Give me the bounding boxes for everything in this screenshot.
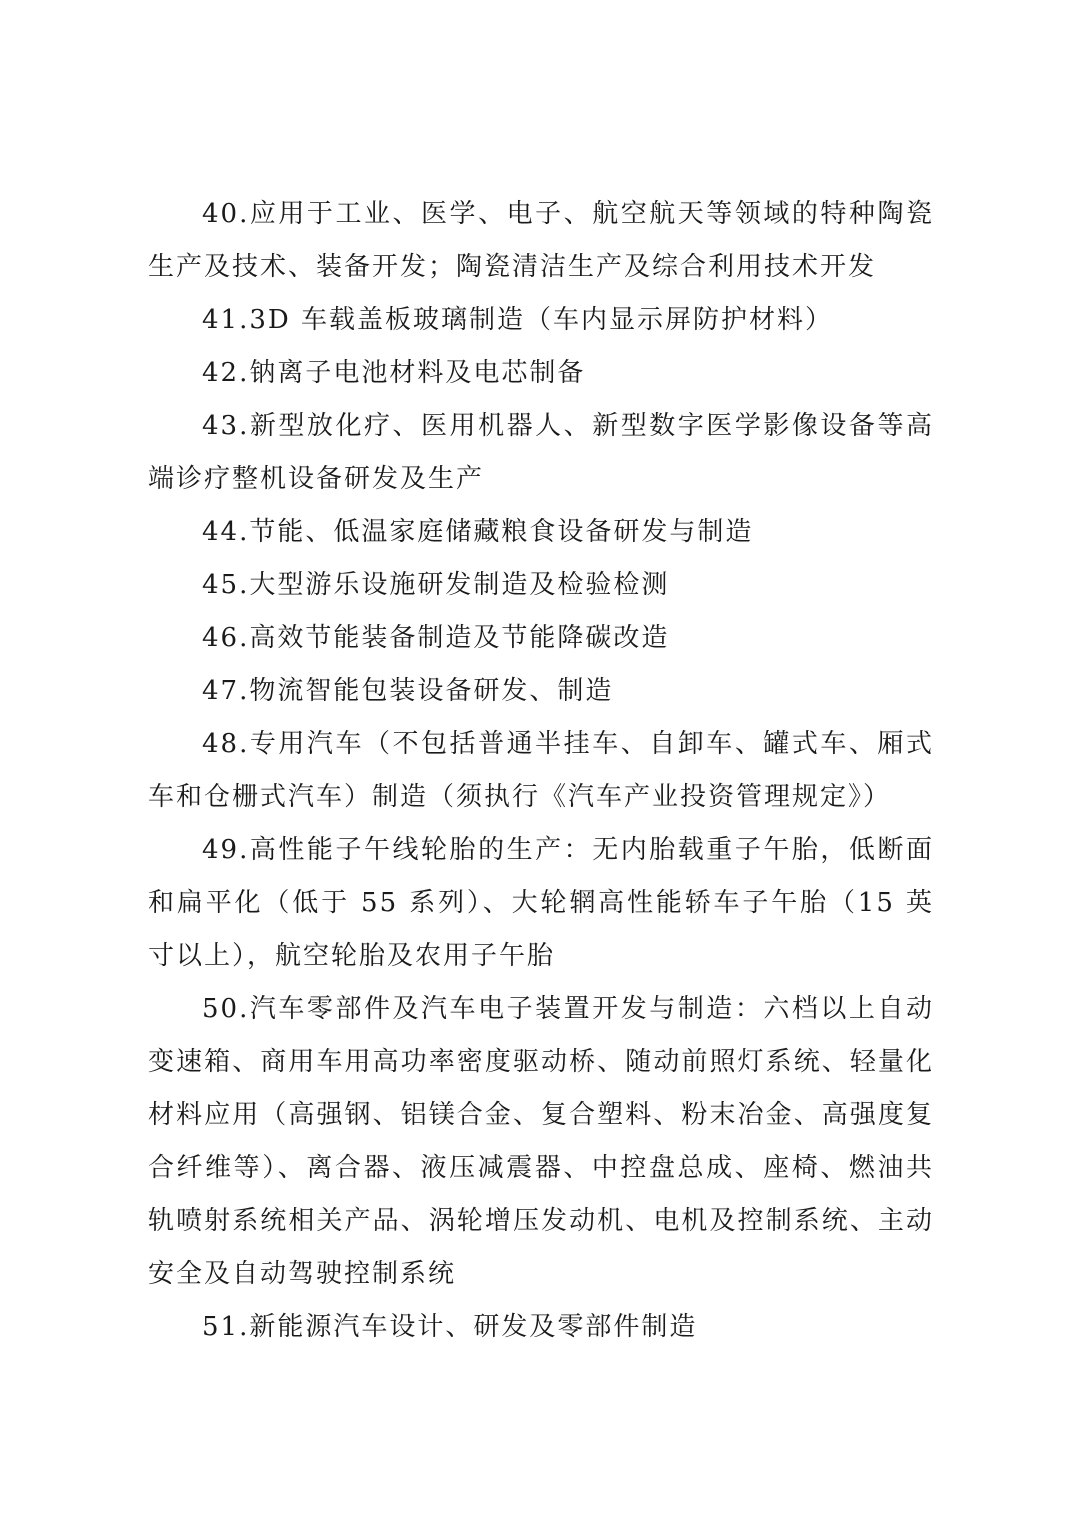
list-item-48: 48.专用汽车（不包括普通半挂车、自卸车、罐式车、厢式车和仓栅式汽车）制造（须执行《汽车产业投资管理规定》）	[148, 729, 934, 812]
list-item-50: 50.汽车零部件及汽车电子装置开发与制造：六档以上自动变速箱、商用车用高功率密度驱动桥、随动前照灯系统、轻量化材料应用（高强钢、铝镁合金、复合塑料、粉末冶金、高强度复合纤维等）、离合器、液压减震器、中控盘总成、座椅、燃油共轨喷射系统相关产品、涡轮增压发动机、电机及控制系统、主动安全及自动驾驶控制系统	[148, 994, 934, 1289]
list-item-44: 44.节能、低温家庭储藏粮食设备研发与制造	[202, 517, 754, 547]
list-item-45: 45.大型游乐设施研发制造及检验检测	[202, 570, 670, 600]
list-item-51: 51.新能源汽车设计、研发及零部件制造	[202, 1312, 698, 1342]
list-item-49: 49.高性能子午线轮胎的生产：无内胎载重子午胎，低断面和扁平化（低于 55 系列）、大轮辋高性能轿车子午胎（15 英寸以上），航空轮胎及农用子午胎	[148, 835, 934, 971]
list-item-46: 46.高效节能装备制造及节能降碳改造	[202, 623, 670, 653]
list-item-41: 41.3D 车载盖板玻璃制造（车内显示屏防护材料）	[202, 305, 834, 335]
list-item-47: 47.物流智能包装设备研发、制造	[202, 676, 614, 706]
list-item-42: 42.钠离子电池材料及电芯制备	[202, 358, 586, 388]
list-item-43: 43.新型放化疗、医用机器人、新型数字医学影像设备等高端诊疗整机设备研发及生产	[148, 411, 934, 494]
document-body	[148, 188, 934, 1354]
list-item-40: 40.应用于工业、医学、电子、航空航天等领域的特种陶瓷生产及技术、装备开发；陶瓷清洁生产及综合利用技术开发	[148, 199, 934, 282]
